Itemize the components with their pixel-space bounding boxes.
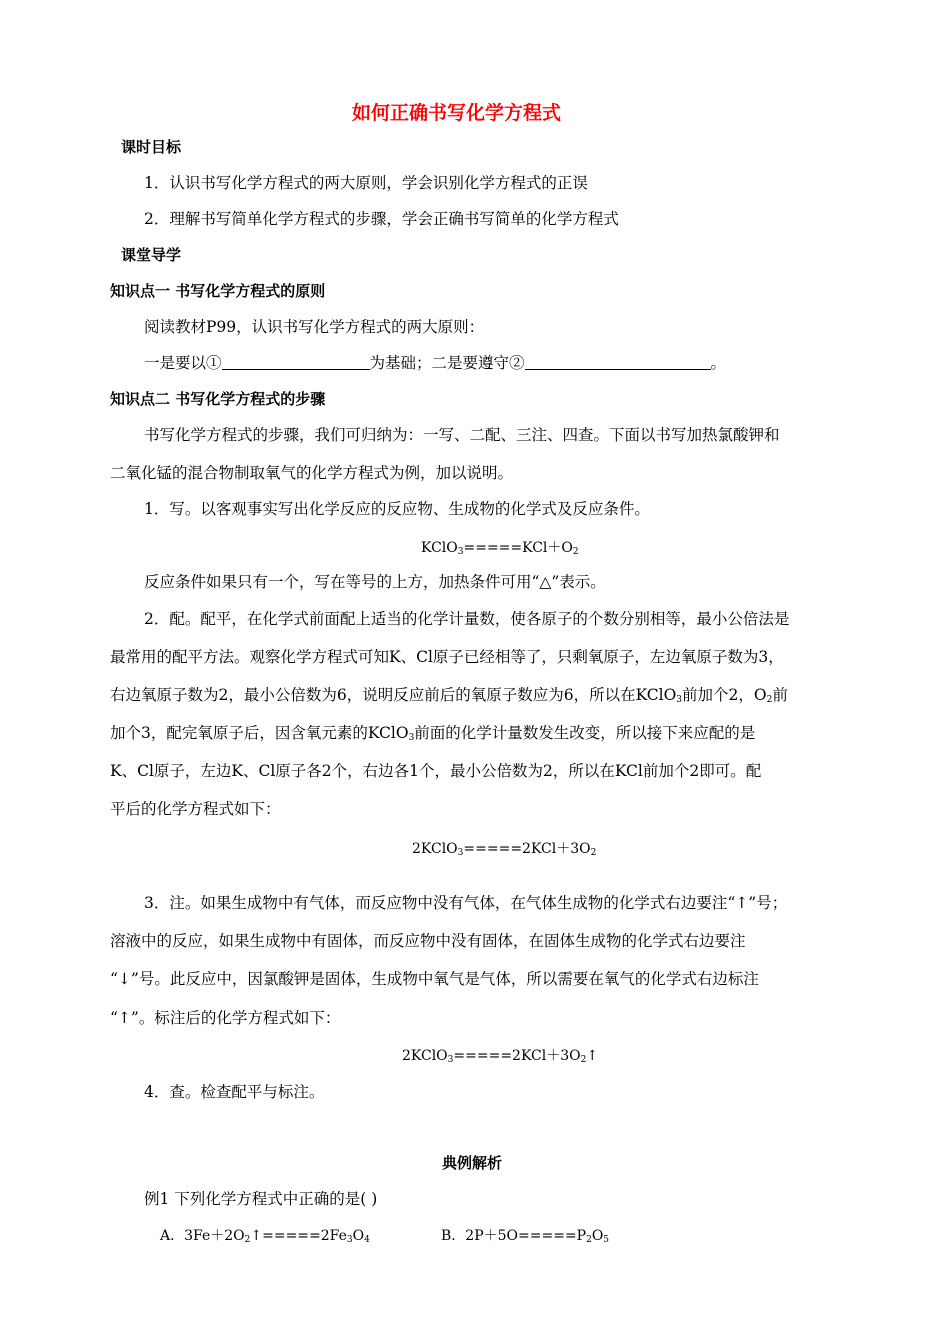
step-3-line-2: 溶液中的反应，如果生成物中有固体，而反应物中没有固体，在固体生成物的化学式右边要注 (110, 932, 746, 950)
section-heading-examples: 典例解析 (442, 1154, 503, 1172)
fill-text-c: 。 (710, 354, 727, 372)
step-3-line-4: “↑”。标注后的化学方程式如下： (110, 1009, 341, 1027)
goal-item-2: 2．理解书写简单化学方程式的步骤，学会正确书写简单的化学方程式 (144, 210, 619, 228)
section-heading-goals: 课时目标 (121, 138, 182, 156)
step-2-line-4: 加个3，配完氧原子后，因含氧元素的KClO$_3$前面的化学计量数发生改变，所以接下来应配的是 (110, 724, 756, 743)
step-2-line-3: 右边氧原子数为2，最小公倍数为6，说明反应前后的氧原子数应为6，所以在KClO$_3$前加个2，$O_2$前 (110, 686, 788, 705)
knowledge-point-1-heading: 知识点一 书写化学方程式的原则 (110, 282, 326, 300)
step-2-line-2: 最常用的配平方法。观察化学方程式可知K、Cl原子已经相等了，只剩氧原子，左边氧原子数为3， (110, 648, 784, 666)
kp2-intro-line-2: 二氧化锰的混合物制取氧气的化学方程式为例，加以说明。 (110, 464, 514, 482)
option-a[interactable]: A．$3Fe+2O_2↑=====2Fe_3O_4$ (160, 1228, 370, 1245)
page-title: 如何正确书写化学方程式 (352, 102, 562, 124)
kp2-intro-line-1: 书写化学方程式的步骤，我们可归纳为：一写、二配、三注、四查。下面以书写加热氯酸钾和 (144, 426, 780, 444)
answer-blank-2[interactable] (525, 355, 711, 370)
step-3-line-3: “↓”号。此反应中，因氯酸钾是固体，生成物中氧气是气体，所以需要在氧气的化学式右边标注 (110, 970, 759, 988)
step-2-line-6: 平后的化学方程式如下： (110, 800, 281, 818)
knowledge-point-2-heading: 知识点二 书写化学方程式的步骤 (110, 390, 326, 408)
step-3-line-1: 3．注。如果生成物中有气体，而反应物中没有气体，在气体生成物的化学式右边要注“↑”号； (144, 894, 788, 912)
equation-2: $2KClO_3=====2KCl+3O_2$ (412, 841, 597, 858)
step-2-line-1: 2．配。配平，在化学式前面配上适当的化学计量数，使各原子的个数分别相等，最小公倍法是 (144, 610, 790, 628)
equation-1: $KClO_3=====KCl+O_2$ (421, 540, 579, 557)
step-4-check: 4．查。检查配平与标注。 (144, 1083, 325, 1101)
step-2-line-5: K、Cl原子，左边K、Cl原子各2个，右边各1个，最小公倍数为2，所以在KCl前加个2即可。配 (110, 762, 762, 780)
equation-3: $2KClO_3=====2KCl+3O_2↑$ (402, 1048, 599, 1065)
step-1-write: 1．写。以客观事实写出化学反应的反应物、生成物的化学式及反应条件。 (144, 500, 650, 518)
answer-blank-1[interactable] (222, 355, 370, 370)
goal-item-1: 1．认识书写化学方程式的两大原则，学会识别化学方程式的正误 (144, 174, 588, 192)
section-heading-guide: 课堂导学 (121, 246, 182, 264)
option-b[interactable]: B．$2P+5O=====P_2O_5$ (441, 1228, 610, 1245)
kp1-reading-instruction: 阅读教材P99，认识书写化学方程式的两大原则： (144, 318, 485, 336)
fill-text-a: 一是要以① (144, 354, 222, 372)
fill-text-b: 为基础；二是要遵守② (369, 354, 525, 372)
kp1-fill-in-line (144, 353, 726, 373)
example-1-question: 例1 下列化学方程式中正确的是( ) (144, 1190, 378, 1208)
condition-note: 反应条件如果只有一个，写在等号的上方，加热条件可用“△”表示。 (144, 573, 606, 591)
